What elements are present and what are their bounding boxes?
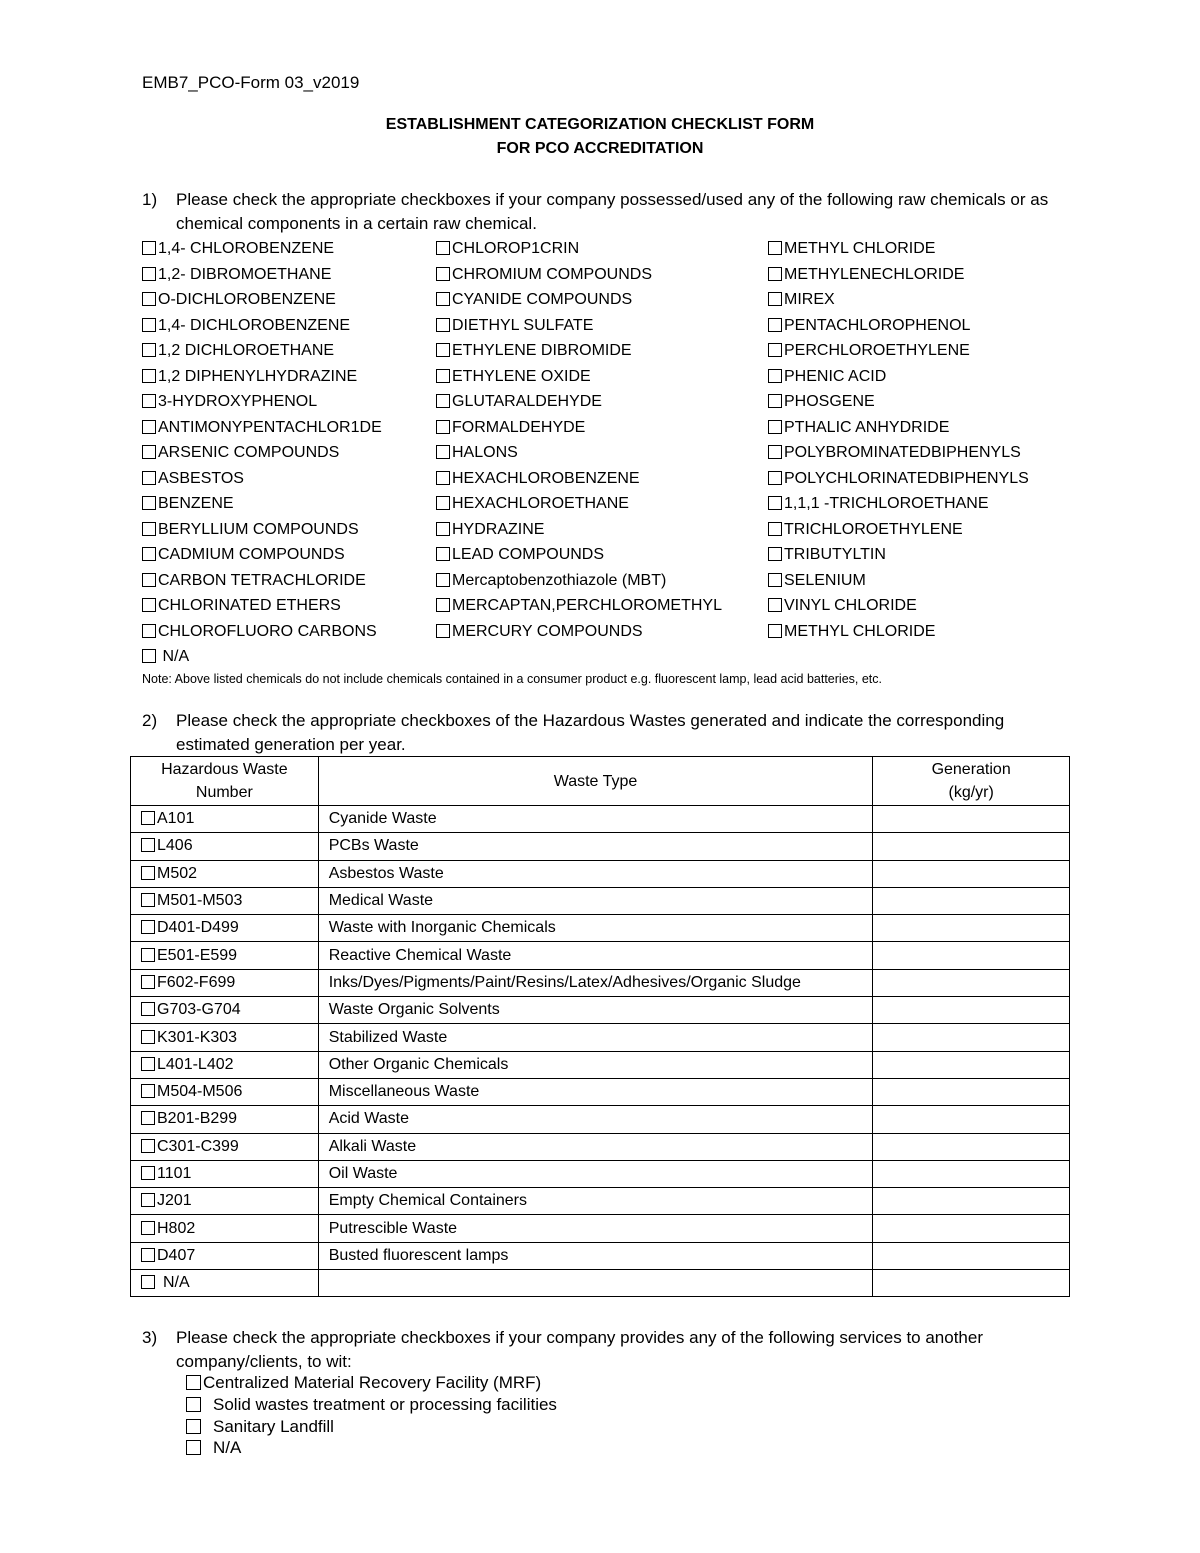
chemical-option[interactable]	[768, 239, 935, 259]
waste-type: Acid Waste	[318, 1106, 873, 1133]
generation-input-cell[interactable]	[873, 806, 1070, 833]
waste-number: 1101	[157, 1165, 192, 1182]
checkbox[interactable]	[186, 1440, 201, 1455]
chemical-label: ARSENIC COMPOUNDS	[158, 444, 340, 461]
checkbox[interactable]	[142, 471, 156, 485]
service-label: Solid wastes treatment or processing facilities	[213, 1395, 557, 1414]
generation-input-cell[interactable]	[873, 1024, 1070, 1051]
checkbox[interactable]	[141, 811, 155, 825]
question-2-number: 2)	[142, 711, 158, 730]
checkbox[interactable]	[436, 292, 450, 306]
checkbox[interactable]	[768, 496, 782, 510]
waste-number-cell[interactable]	[131, 969, 319, 996]
waste-type: Putrescible Waste	[318, 1215, 873, 1242]
checkbox[interactable]	[142, 241, 156, 255]
checkbox[interactable]	[436, 547, 450, 561]
checkbox[interactable]	[142, 445, 156, 459]
checkbox[interactable]	[436, 624, 450, 638]
question-2	[0, 709, 1200, 759]
table-row	[131, 997, 1070, 1024]
checkbox[interactable]	[141, 1248, 155, 1262]
chemical-label: 1,1,1 -TRICHLOROETHANE	[784, 495, 989, 512]
waste-number: B201-B299	[157, 1110, 238, 1128]
waste-number: N/A	[163, 1274, 190, 1292]
waste-type: Miscellaneous Waste	[318, 1078, 873, 1105]
generation-input-cell[interactable]	[873, 1160, 1070, 1187]
waste-number-cell[interactable]	[131, 997, 319, 1024]
table-row	[131, 1160, 1070, 1187]
chemical-option[interactable]	[142, 469, 244, 489]
checkbox[interactable]	[142, 496, 156, 510]
chemical-label: METHYL CHLORIDE	[784, 622, 936, 640]
checkbox[interactable]	[768, 420, 782, 434]
generation-input-cell[interactable]	[873, 969, 1070, 996]
chemical-label: HEXACHLOROETHANE	[452, 495, 629, 512]
chemical-label: VINYL CHLORIDE	[784, 597, 917, 614]
waste-number-cell[interactable]	[131, 1242, 319, 1269]
chemical-option[interactable]	[436, 290, 632, 310]
chemical-option[interactable]	[142, 392, 317, 412]
waste-type: Medical Waste	[318, 887, 873, 914]
checkbox[interactable]	[141, 838, 155, 852]
chemical-option[interactable]	[768, 596, 917, 616]
chemical-label: ANTIMONYPENTACHLOR1DE	[158, 418, 382, 436]
waste-number: C301-C399	[157, 1137, 239, 1155]
checkbox[interactable]	[142, 267, 156, 281]
table-row	[131, 1215, 1070, 1242]
waste-type: Waste Organic Solvents	[318, 997, 873, 1024]
chemical-option[interactable]	[768, 265, 964, 285]
waste-type: Empty Chemical Containers	[318, 1188, 873, 1215]
checkbox[interactable]	[142, 624, 156, 638]
table-row	[131, 806, 1070, 833]
service-option[interactable]	[186, 1417, 334, 1437]
waste-number-cell[interactable]	[131, 942, 319, 969]
chemical-na-option[interactable]	[142, 647, 189, 667]
chemical-option[interactable]	[768, 316, 970, 336]
chemical-option[interactable]	[436, 392, 602, 412]
generation-input-cell[interactable]	[873, 915, 1070, 942]
chemical-label: TRICHLOROETHYLENE	[784, 520, 963, 538]
service-option[interactable]	[186, 1395, 557, 1415]
waste-number-cell[interactable]	[131, 1133, 319, 1160]
waste-number: G703-G704	[157, 1001, 241, 1019]
table-row	[131, 1270, 1070, 1297]
waste-number-cell[interactable]	[131, 1188, 319, 1215]
chemical-label: 1,2 DIPHENYLHYDRAZINE	[158, 367, 358, 385]
chemical-option[interactable]	[436, 596, 722, 616]
generation-input-cell[interactable]	[873, 1270, 1070, 1297]
waste-number: L401-L402	[157, 1055, 234, 1073]
chemical-label: DIETHYL SULFATE	[452, 316, 594, 334]
generation-input-cell[interactable]	[873, 860, 1070, 887]
waste-type: Waste with Inorganic Chemicals	[318, 915, 873, 942]
generation-input-cell[interactable]	[873, 997, 1070, 1024]
waste-type: Busted fluorescent lamps	[318, 1242, 873, 1269]
checkbox[interactable]	[142, 394, 156, 408]
chemical-option[interactable]	[436, 239, 579, 259]
chemical-label: CYANIDE COMPOUNDS	[452, 291, 633, 308]
generation-input-cell[interactable]	[873, 1188, 1070, 1215]
chemical-option[interactable]	[768, 418, 949, 438]
chemical-label: FORMALDEHYDE	[452, 418, 586, 436]
chemical-label: O-DICHLOROBENZENE	[158, 291, 336, 308]
checkbox[interactable]	[141, 920, 155, 934]
generation-input-cell[interactable]	[873, 942, 1070, 969]
checkbox[interactable]	[768, 267, 782, 281]
checkbox[interactable]	[141, 1030, 155, 1044]
chemical-option[interactable]	[142, 571, 366, 591]
checkbox[interactable]	[186, 1419, 201, 1434]
form-title-line2: FOR PCO ACCREDITATION	[496, 140, 704, 157]
checkbox[interactable]	[768, 369, 782, 383]
chemical-label: PTHALIC ANHYDRIDE	[784, 418, 950, 436]
waste-number-cell[interactable]	[131, 860, 319, 887]
checkbox[interactable]	[142, 573, 156, 587]
chemical-label: CARBON TETRACHLORIDE	[158, 571, 366, 589]
checkbox[interactable]	[141, 1275, 155, 1289]
generation-input-cell[interactable]	[873, 1078, 1070, 1105]
waste-type: Reactive Chemical Waste	[318, 942, 873, 969]
waste-type: Oil Waste	[318, 1160, 873, 1187]
waste-number: F602-F699	[157, 973, 236, 991]
waste-number-cell[interactable]	[131, 1106, 319, 1133]
chemical-option[interactable]	[142, 520, 359, 540]
checkbox[interactable]	[436, 394, 450, 408]
waste-number-cell[interactable]	[131, 1024, 319, 1051]
chemical-option[interactable]	[436, 469, 640, 489]
checkbox[interactable]	[436, 267, 450, 281]
chemical-option[interactable]	[142, 239, 334, 259]
table-row	[131, 833, 1070, 860]
chemical-option[interactable]	[142, 622, 377, 642]
chemical-option[interactable]	[142, 367, 357, 387]
waste-number: H802	[157, 1219, 196, 1237]
checkbox[interactable]	[436, 471, 450, 485]
chemical-option[interactable]	[768, 392, 875, 412]
chemical-label: METHYLENECHLORIDE	[784, 265, 965, 283]
checkbox[interactable]	[141, 1002, 155, 1016]
checkbox[interactable]	[436, 369, 450, 383]
waste-number-cell[interactable]	[131, 833, 319, 860]
table-row	[131, 1051, 1070, 1078]
chemical-option[interactable]	[142, 418, 382, 438]
service-label: N/A	[213, 1438, 242, 1457]
chemical-option[interactable]	[142, 265, 331, 285]
chemical-option[interactable]	[436, 622, 643, 642]
chemical-label: CHLOROFLUORO CARBONS	[158, 622, 377, 640]
chemical-label: PHOSGENE	[784, 393, 875, 410]
waste-number-cell[interactable]	[131, 806, 319, 833]
checkbox[interactable]	[436, 241, 450, 255]
generation-input-cell[interactable]	[873, 1106, 1070, 1133]
chemical-label: CADMIUM COMPOUNDS	[158, 546, 345, 563]
chemical-option[interactable]	[768, 571, 866, 591]
chemical-label: CHROMIUM COMPOUNDS	[452, 265, 652, 283]
checkbox[interactable]	[142, 343, 156, 357]
table-row	[131, 1242, 1070, 1269]
chemical-label: HEXACHLOROBENZENE	[452, 469, 640, 487]
waste-type: Other Organic Chemicals	[318, 1051, 873, 1078]
chemical-na-label: N/A	[162, 648, 190, 665]
chemical-option[interactable]	[436, 341, 632, 361]
chemical-option[interactable]	[768, 341, 970, 361]
checkbox[interactable]	[436, 573, 450, 587]
chemical-option[interactable]	[142, 545, 345, 565]
checkbox[interactable]	[141, 866, 155, 880]
waste-number-cell[interactable]	[131, 915, 319, 942]
question-1	[0, 188, 1200, 238]
checkbox[interactable]	[142, 547, 156, 561]
checkbox[interactable]	[142, 649, 156, 663]
checkbox[interactable]	[141, 948, 155, 962]
chemical-label: ETHYLENE OXIDE	[452, 367, 591, 385]
checkbox[interactable]	[768, 445, 782, 459]
question-3	[0, 1326, 1200, 1376]
waste-number: M504-M506	[157, 1083, 243, 1101]
checkbox[interactable]	[141, 1057, 155, 1071]
waste-type: Inks/Dyes/Pigments/Paint/Resins/Latex/Adhesives/Organic Sludge	[318, 969, 873, 996]
chemical-option[interactable]	[768, 367, 886, 387]
service-option[interactable]	[186, 1373, 541, 1393]
waste-number: J201	[157, 1192, 192, 1210]
question-1-number: 1)	[142, 190, 158, 209]
table-row	[131, 1078, 1070, 1105]
chemical-label: ASBESTOS	[158, 469, 244, 487]
checkbox[interactable]	[141, 1221, 155, 1235]
chemical-note: Note: Above listed chemicals do not include chemicals contained in a consumer product e.g. fluorescent lamp, lead acid batteries, etc.	[142, 672, 882, 686]
checkbox[interactable]	[436, 318, 450, 332]
chemical-label: POLYCHLORINATEDBIPHENYLS	[784, 469, 1029, 487]
chemical-label: ETHYLENE DIBROMIDE	[452, 342, 632, 359]
generation-input-cell[interactable]	[873, 1215, 1070, 1242]
table-row	[131, 1106, 1070, 1133]
checkbox[interactable]	[436, 598, 450, 612]
header-generation-line1: Generation	[931, 761, 1011, 778]
waste-number-cell[interactable]	[131, 1078, 319, 1105]
checkbox[interactable]	[768, 624, 782, 638]
service-label: Centralized Material Recovery Facility (MRF)	[203, 1373, 542, 1392]
checkbox[interactable]	[768, 343, 782, 357]
checkbox[interactable]	[142, 369, 156, 383]
checkbox[interactable]	[768, 471, 782, 485]
chemical-label: CHLOROP1CRIN	[452, 240, 580, 257]
checkbox[interactable]	[142, 292, 156, 306]
checkbox[interactable]	[768, 573, 782, 587]
chemical-option[interactable]	[436, 418, 585, 438]
checkbox[interactable]	[141, 1193, 155, 1207]
header-generation-line2: (kg/yr)	[948, 784, 994, 801]
hazardous-waste-table	[130, 756, 1070, 1297]
table-row	[131, 1133, 1070, 1160]
service-label: Sanitary Landfill	[213, 1417, 334, 1436]
checkbox[interactable]	[436, 420, 450, 434]
chemical-option[interactable]	[768, 545, 886, 565]
question-2-text: Please check the appropriate checkboxes of the Hazardous Wastes generated and indicate the corresponding estimated generation per year.	[176, 711, 1005, 754]
chemical-label: 1,2- DIBROMOETHANE	[158, 265, 332, 283]
chemical-label: 1,4- DICHLOROBENZENE	[158, 316, 351, 334]
checkbox[interactable]	[142, 522, 156, 536]
chemical-label: SELENIUM	[784, 571, 866, 589]
waste-type: Alkali Waste	[318, 1133, 873, 1160]
checkbox[interactable]	[768, 394, 782, 408]
chemical-label: LEAD COMPOUNDS	[452, 546, 605, 563]
chemical-label: MERCAPTAN,PERCHLOROMETHYL	[452, 597, 722, 614]
form-title-line1: ESTABLISHMENT CATEGORIZATION CHECKLIST FORM	[385, 116, 815, 133]
chemical-label: PHENIC ACID	[784, 367, 887, 385]
chemical-option[interactable]	[142, 341, 334, 361]
waste-number: D407	[157, 1246, 196, 1264]
chemical-label: HYDRAZINE	[452, 520, 545, 538]
question-3-text: Please check the appropriate checkboxes if your company provides any of the following services to another company/clients, to wit:	[176, 1328, 984, 1371]
waste-number-cell[interactable]	[131, 1215, 319, 1242]
waste-number: A101	[157, 810, 195, 828]
header-generation	[873, 757, 1070, 806]
table-row	[131, 969, 1070, 996]
question-1-text: Please check the appropriate checkboxes if your company possessed/used any of the following raw chemicals or as chemical components in a certain raw chemical.	[176, 190, 1049, 233]
waste-type: Cyanide Waste	[318, 806, 873, 833]
chemical-label: POLYBROMINATEDBIPHENYLS	[784, 444, 1021, 461]
checkbox[interactable]	[141, 893, 155, 907]
chemical-label: GLUTARALDEHYDE	[452, 393, 602, 410]
service-option[interactable]	[186, 1438, 241, 1458]
waste-number-cell[interactable]	[131, 1051, 319, 1078]
waste-number-cell[interactable]	[131, 1160, 319, 1187]
waste-number: E501-E599	[157, 946, 238, 964]
checkbox[interactable]	[141, 1111, 155, 1125]
chemical-option[interactable]	[768, 469, 1029, 489]
chemical-option[interactable]	[436, 494, 629, 514]
chemical-option[interactable]	[436, 265, 652, 285]
checkbox[interactable]	[768, 547, 782, 561]
form-code: EMB7_PCO-Form 03_v2019	[142, 73, 360, 92]
waste-number: L406	[157, 837, 193, 855]
waste-number-cell[interactable]	[131, 1270, 319, 1297]
table-row	[131, 860, 1070, 887]
checkbox[interactable]	[142, 420, 156, 434]
chemical-option[interactable]	[436, 443, 518, 463]
waste-number-cell[interactable]	[131, 887, 319, 914]
generation-input-cell[interactable]	[873, 833, 1070, 860]
table-row	[131, 1024, 1070, 1051]
checkbox[interactable]	[436, 445, 450, 459]
waste-number: M502	[157, 864, 198, 882]
checkbox[interactable]	[768, 292, 782, 306]
chemical-label: 3-HYDROXYPHENOL	[158, 393, 318, 410]
chemical-option[interactable]	[142, 290, 336, 310]
checkbox[interactable]	[768, 318, 782, 332]
checkbox[interactable]	[768, 241, 782, 255]
waste-type: Asbestos Waste	[318, 860, 873, 887]
chemical-option[interactable]	[436, 545, 604, 565]
checkbox[interactable]	[768, 598, 782, 612]
chemical-option[interactable]	[142, 596, 341, 616]
chemical-option[interactable]	[436, 571, 666, 591]
generation-input-cell[interactable]	[873, 1242, 1070, 1269]
checkbox[interactable]	[436, 522, 450, 536]
chemical-label: CHLORINATED ETHERS	[158, 597, 341, 614]
chemical-label: MIREX	[784, 291, 835, 308]
checkbox[interactable]	[436, 496, 450, 510]
generation-input-cell[interactable]	[873, 1051, 1070, 1078]
chemical-label: PENTACHLOROPHENOL	[784, 316, 971, 334]
chemical-option[interactable]	[142, 316, 350, 336]
checkbox[interactable]	[141, 1084, 155, 1098]
chemical-option[interactable]	[768, 443, 1021, 463]
chemical-label: Mercaptobenzothiazole (MBT)	[452, 571, 667, 589]
chemical-label: 1,2 DICHLOROETHANE	[158, 342, 335, 359]
checkbox[interactable]	[141, 1166, 155, 1180]
checkbox[interactable]	[436, 343, 450, 357]
waste-type: Stabilized Waste	[318, 1024, 873, 1051]
chemical-option[interactable]	[768, 290, 835, 310]
checkbox[interactable]	[141, 975, 155, 989]
chemical-option[interactable]	[768, 520, 963, 540]
waste-number: K301-K303	[157, 1028, 238, 1046]
checkbox[interactable]	[142, 598, 156, 612]
chemical-option[interactable]	[436, 367, 591, 387]
chemical-option[interactable]	[142, 494, 234, 514]
chemical-option[interactable]	[142, 443, 339, 463]
chemical-option[interactable]	[768, 494, 988, 514]
chemical-option[interactable]	[436, 520, 544, 540]
chemical-label: 1,4- CHLOROBENZENE	[158, 240, 335, 257]
checkbox[interactable]	[142, 318, 156, 332]
chemical-option[interactable]	[436, 316, 593, 336]
header-waste-number-line1: Hazardous Waste	[161, 761, 288, 778]
waste-number: M501-M503	[157, 892, 243, 910]
checkbox[interactable]	[141, 1139, 155, 1153]
generation-input-cell[interactable]	[873, 1133, 1070, 1160]
checkbox[interactable]	[186, 1397, 201, 1412]
table-row	[131, 1188, 1070, 1215]
chemical-label: TRIBUTYLTIN	[784, 546, 886, 563]
checkbox[interactable]	[186, 1375, 201, 1390]
waste-type: PCBs Waste	[318, 833, 873, 860]
table-header-row	[131, 757, 1070, 806]
chemical-label: METHYL CHLORIDE	[784, 240, 936, 257]
header-waste-type: Waste Type	[318, 757, 873, 806]
chemical-label: BERYLLIUM COMPOUNDS	[158, 520, 359, 538]
header-waste-number-line2: Number	[195, 784, 253, 801]
waste-type	[318, 1270, 873, 1297]
checkbox[interactable]	[768, 522, 782, 536]
table-row	[131, 915, 1070, 942]
table-row	[131, 942, 1070, 969]
chemical-label: HALONS	[452, 444, 518, 461]
chemical-label: PERCHLOROETHYLENE	[784, 342, 970, 359]
waste-number: D401-D499	[157, 919, 239, 937]
generation-input-cell[interactable]	[873, 887, 1070, 914]
chemical-label: MERCURY COMPOUNDS	[452, 622, 643, 640]
chemical-label: BENZENE	[158, 495, 234, 512]
chemical-option[interactable]	[768, 622, 935, 642]
question-3-number: 3)	[142, 1328, 158, 1347]
table-row	[131, 887, 1070, 914]
header-waste-number	[131, 757, 319, 806]
